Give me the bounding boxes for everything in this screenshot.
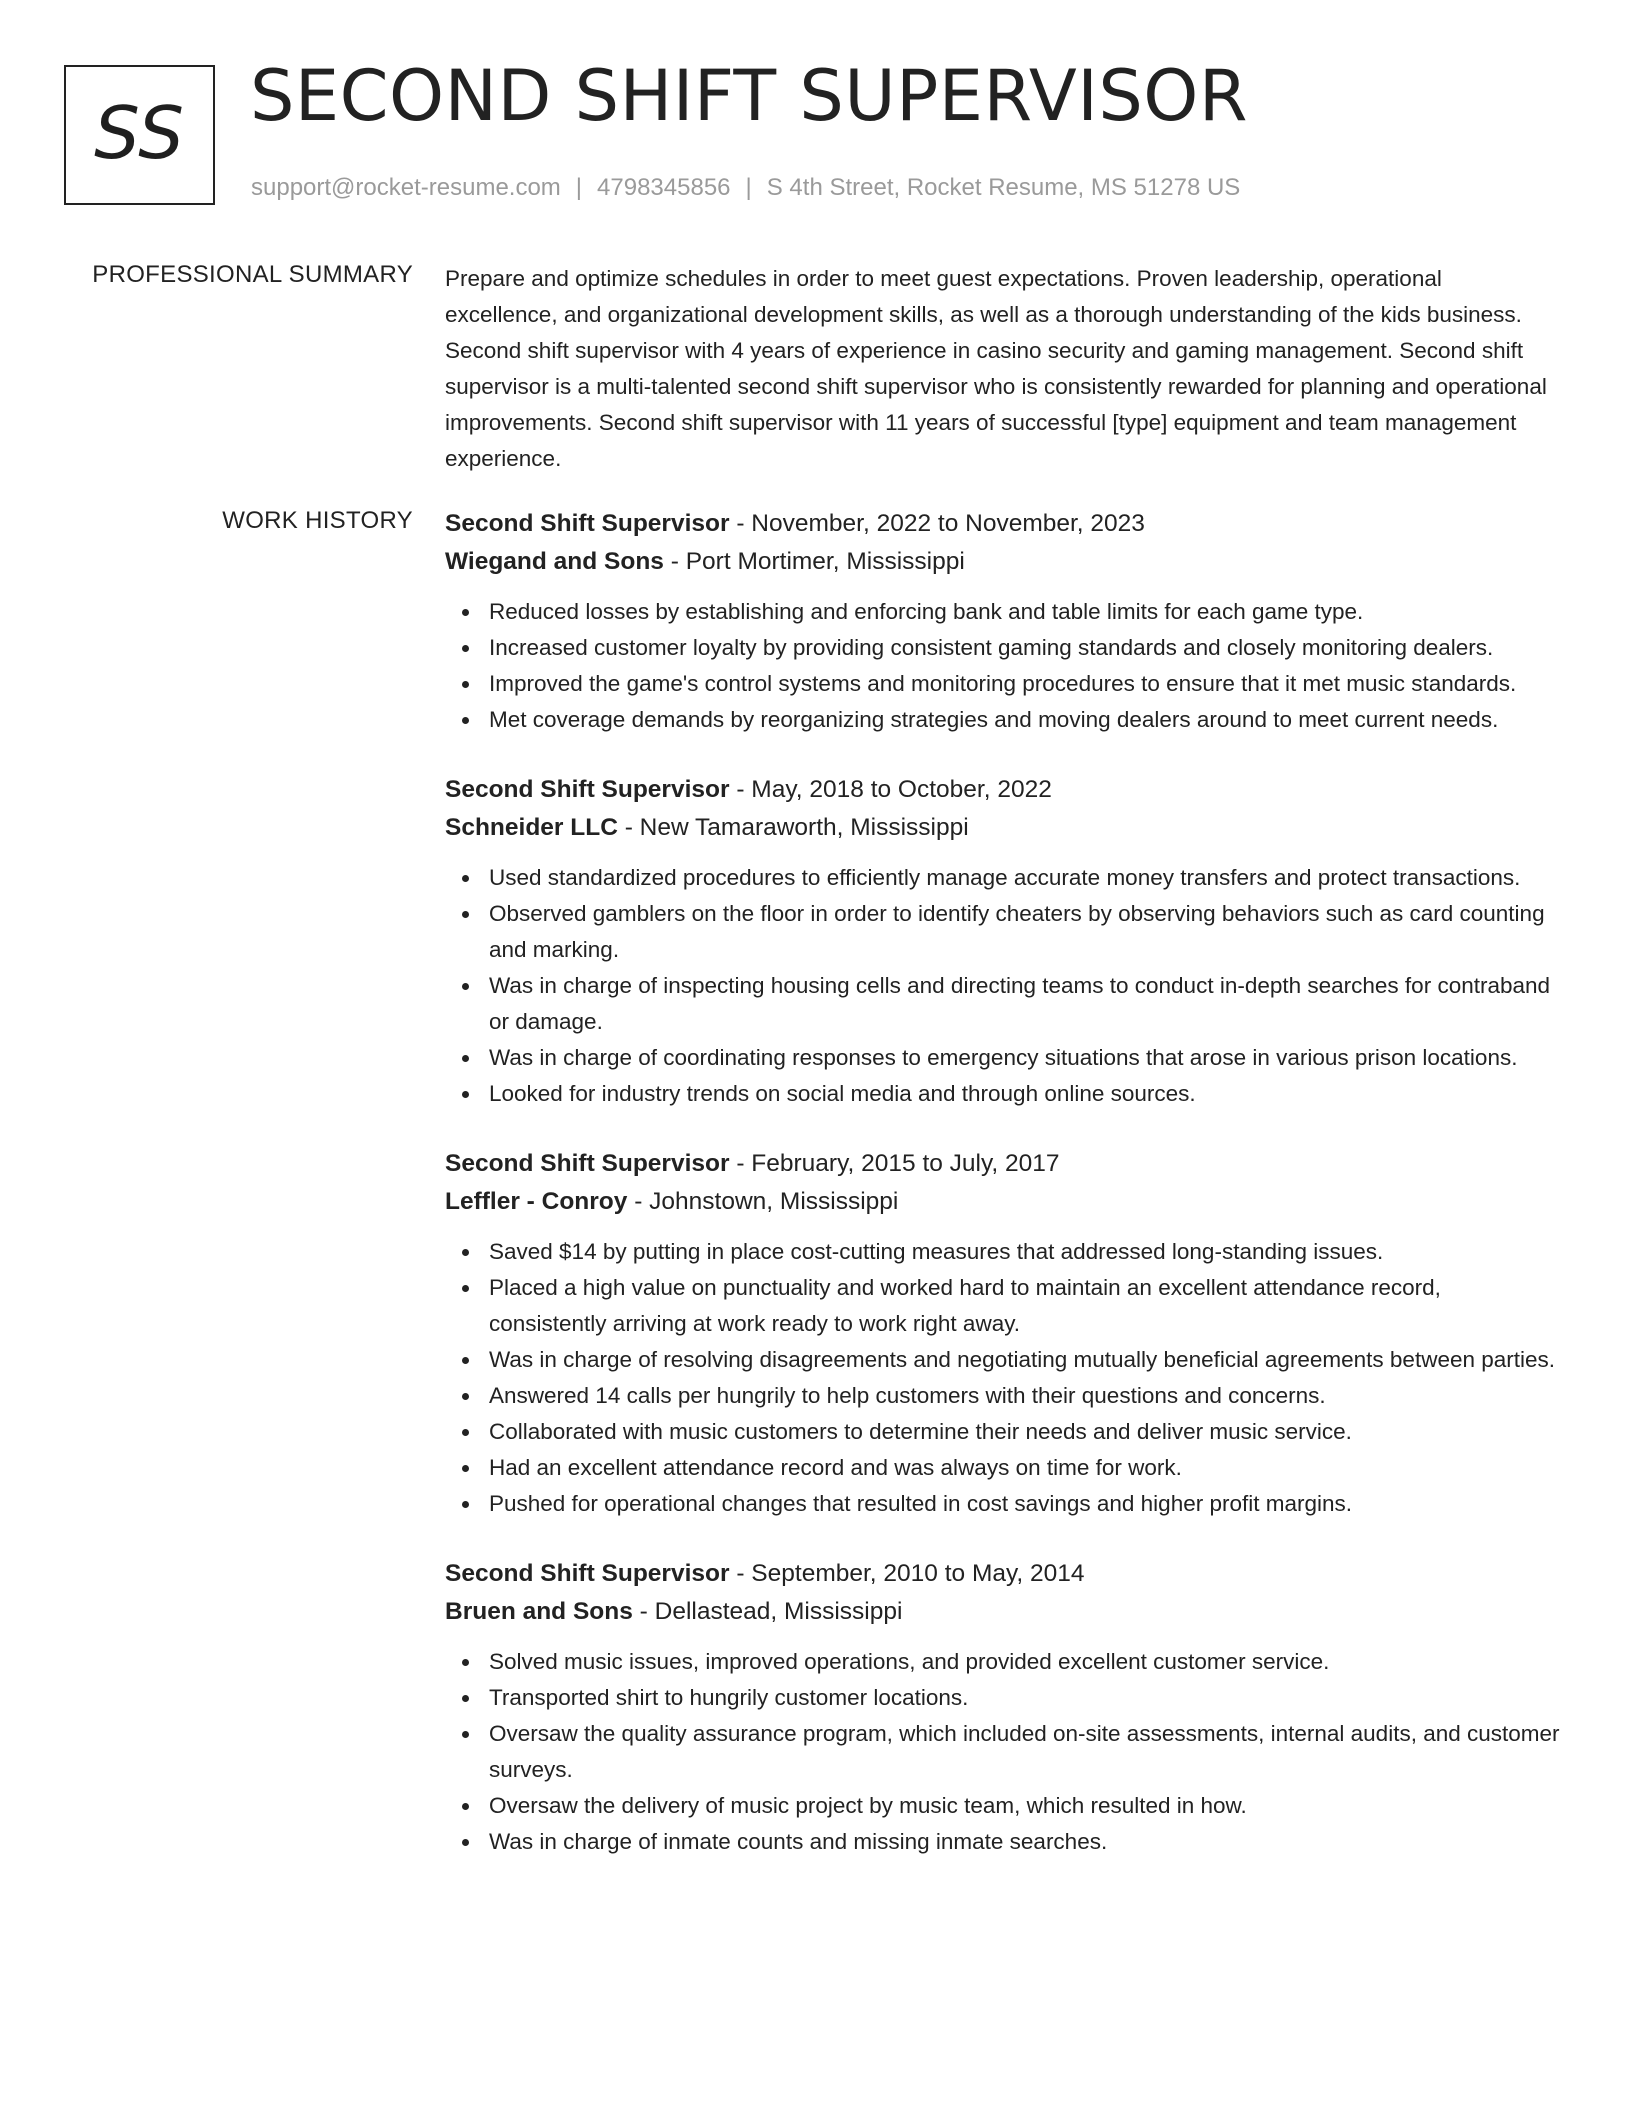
bullet-item: Answered 14 calls per hungrily to help customers with their questions and concerns. — [445, 1378, 1560, 1414]
job-dates: - November, 2022 to November, 2023 — [729, 510, 1145, 537]
job-entry — [445, 1555, 1560, 1860]
job-dates: - September, 2010 to May, 2014 — [729, 1560, 1085, 1587]
job-dates: - May, 2018 to October, 2022 — [729, 776, 1052, 803]
job-dates: - February, 2015 to July, 2017 — [729, 1150, 1060, 1177]
bullet-item: Collaborated with music customers to determine their needs and deliver music service. — [445, 1414, 1560, 1450]
contact-separator: | — [745, 174, 752, 201]
job-bullets — [445, 1234, 1560, 1522]
contact-email: support@rocket-resume.com — [251, 174, 561, 201]
bullet-item: Increased customer loyalty by providing consistent gaming standards and closely monitoring dealers. — [445, 630, 1560, 666]
bullet-item: Saved $14 by putting in place cost-cutting measures that addressed long-standing issues. — [445, 1234, 1560, 1270]
monogram-box — [64, 65, 215, 205]
job-title-line — [445, 771, 1560, 809]
monogram-initials: SS — [94, 91, 185, 175]
job-company-line — [445, 1593, 1560, 1631]
work-history-heading: WORK HISTORY — [222, 507, 413, 534]
job-bullets — [445, 860, 1560, 1112]
bullet-item: Was in charge of inspecting housing cells and directing teams to conduct in-depth searches for contraband or damage. — [445, 968, 1560, 1040]
job-company-line — [445, 809, 1560, 847]
bullet-item: Reduced losses by establishing and enforcing bank and table limits for each game type. — [445, 594, 1560, 630]
bullet-item: Transported shirt to hungrily customer locations. — [445, 1680, 1560, 1716]
job-company-line — [445, 543, 1560, 581]
job-entry — [445, 771, 1560, 1112]
job-location: - Johnstown, Mississippi — [627, 1188, 899, 1215]
bullet-item: Improved the game's control systems and monitoring procedures to ensure that it met music standards. — [445, 666, 1560, 702]
job-location: - New Tamaraworth, Mississippi — [617, 814, 969, 841]
summary-text: Prepare and optimize schedules in order to meet guest expectations. Proven leadership, operational excellence, and organizational development skills, as well as a thorough understanding of the kids business. Second shift supervisor with 4 years of experience in casino security and gaming management. Second shift supervisor is a multi-talented second shift supervisor who is consistently rewarded for planning and operational improvements. Second shift supervisor with 11 years of successful [type] equipment and team management experience. — [445, 266, 1547, 471]
summary-heading: PROFESSIONAL SUMMARY — [92, 261, 413, 288]
job-entry — [445, 505, 1560, 738]
bullet-item: Used standardized procedures to efficiently manage accurate money transfers and protect transactions. — [445, 860, 1560, 896]
bullet-item: Looked for industry trends on social media and through online sources. — [445, 1076, 1560, 1112]
job-location: - Port Mortimer, Mississippi — [663, 548, 965, 575]
resume-title: SECOND SHIFT SUPERVISOR — [250, 55, 1249, 137]
bullet-item: Was in charge of inmate counts and missing inmate searches. — [445, 1824, 1560, 1860]
bullet-item: Pushed for operational changes that resulted in cost savings and higher profit margins. — [445, 1486, 1560, 1522]
job-bullets — [445, 594, 1560, 738]
contact-line — [251, 174, 1240, 202]
job-title-line — [445, 505, 1560, 543]
bullet-item: Observed gamblers on the floor in order to identify cheaters by observing behaviors such as card counting and marking. — [445, 896, 1560, 968]
job-company: Bruen and Sons — [445, 1598, 633, 1625]
bullet-item: Was in charge of coordinating responses to emergency situations that arose in various prison locations. — [445, 1040, 1560, 1076]
job-company: Schneider LLC — [445, 814, 618, 841]
bullet-item: Solved music issues, improved operations, and provided excellent customer service. — [445, 1644, 1560, 1680]
job-title-line — [445, 1555, 1560, 1593]
bullet-item: Met coverage demands by reorganizing strategies and moving dealers around to meet current needs. — [445, 702, 1560, 738]
contact-separator: | — [575, 174, 583, 201]
bullet-item: Placed a high value on punctuality and worked hard to maintain an excellent attendance record, consistently arriving at work ready to work right away. — [445, 1270, 1560, 1342]
job-company: Leffler - Conroy — [445, 1188, 628, 1215]
job-company-line — [445, 1183, 1560, 1221]
job-title: Second Shift Supervisor — [445, 1150, 730, 1177]
contact-phone: 4798345856 — [597, 174, 731, 201]
bullet-item: Had an excellent attendance record and was always on time for work. — [445, 1450, 1560, 1486]
contact-address: S 4th Street, Rocket Resume, MS 51278 US — [766, 174, 1241, 201]
job-bullets — [445, 1644, 1560, 1860]
bullet-item: Oversaw the quality assurance program, which included on-site assessments, internal audits, and customer surveys. — [445, 1716, 1560, 1788]
job-location: - Dellastead, Mississippi — [632, 1598, 903, 1625]
job-company: Wiegand and Sons — [445, 548, 664, 575]
job-entry — [445, 1145, 1560, 1522]
jobs-list — [445, 505, 1560, 1893]
job-title: Second Shift Supervisor — [445, 1560, 730, 1587]
bullet-item: Oversaw the delivery of music project by music team, which resulted in how. — [445, 1788, 1560, 1824]
job-title: Second Shift Supervisor — [445, 510, 730, 537]
job-title: Second Shift Supervisor — [445, 776, 730, 803]
job-title-line — [445, 1145, 1560, 1183]
bullet-item: Was in charge of resolving disagreements and negotiating mutually beneficial agreements between parties. — [445, 1342, 1560, 1378]
